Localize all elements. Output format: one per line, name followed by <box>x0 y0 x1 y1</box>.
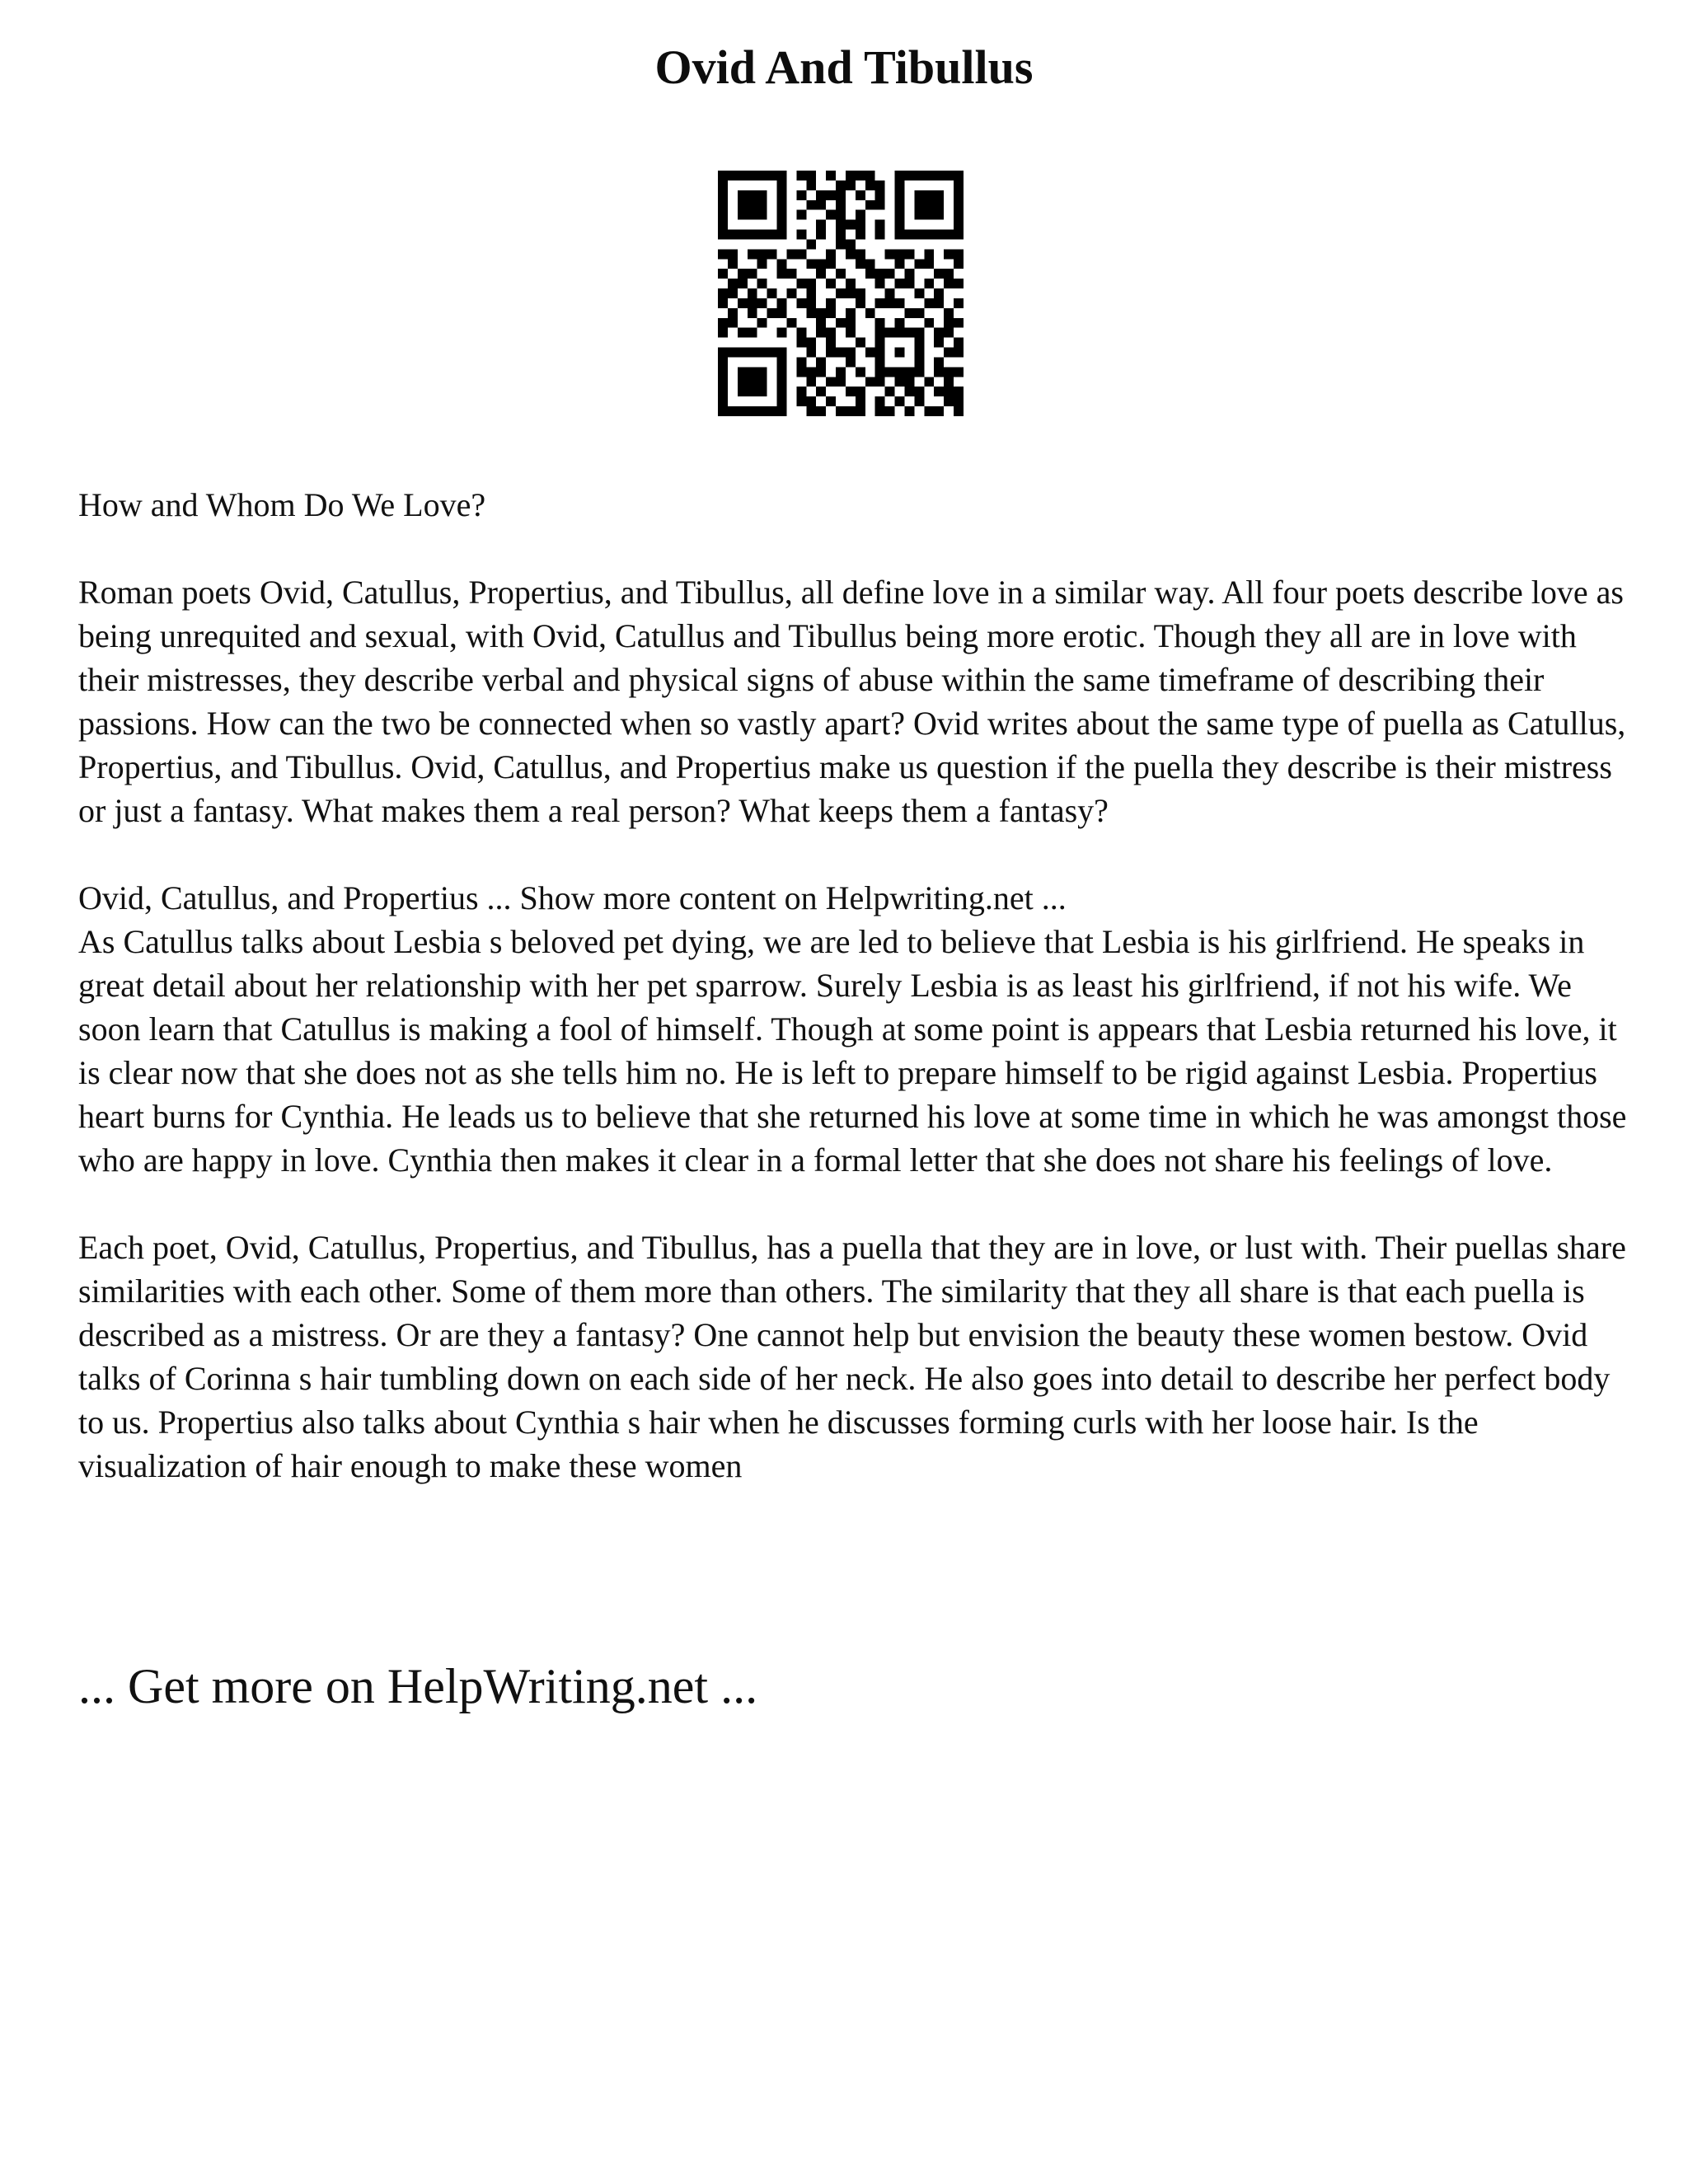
essay-question: How and Whom Do We Love? <box>78 486 486 523</box>
page-title: Ovid And Tibullus <box>654 40 1034 94</box>
puella-paragraph: Each poet, Ovid, Catullus, Propertius, and Tibullus, has a puella that they are in love, or lust with. Their puellas share similarities with each other. Some of them more than others. The similarity that they all share is that each puella is described as a mistress. Or are they a fantasy? One cannot help but envision the beauty these women bestow. Ovid talks of Corinna s hair tumbling down on each side of her neck. He also goes into detail to describe her perfect body to us. Propertius also talks about Cynthia s hair when he discusses forming curls with her loose hair. Is the visualization of hair enough to make these women <box>78 1229 1626 1484</box>
show-more-line: Ovid, Catullus, and Propertius ... Show more content on Helpwriting.net ... <box>78 879 1067 916</box>
intro-paragraph: Roman poets Ovid, Catullus, Propertius, and Tibullus, all define love in a similar way. All four poets describe love as being unrequited and sexual, with Ovid, Catullus and Tibullus being more erotic. Though they all are in love with their mistresses, they describe verbal and physical signs of abuse within the same timeframe of describing their passions. How can the two be connected when so vastly apart? Ovid writes about the same type of puella as Catullus, Propertius, and Tibullus. Ovid, Catullus, and Propertius make us question if the puella they describe is their mistress or just a fantasy. What makes them a real person? What keeps them a fantasy? <box>78 574 1626 829</box>
get-more-link[interactable]: ... Get more on HelpWriting.net ... <box>78 1659 758 1713</box>
document-body <box>78 483 1628 1531</box>
catullus-paragraph: As Catullus talks about Lesbia s beloved pet dying, we are led to believe that Lesbia is his girlfriend. He speaks in great detail about her relationship with her pet sparrow. Surely Lesbia is as least his girlfriend, if not his wife. We soon learn that Catullus is making a fool of himself. Though at some point is appears that Lesbia returned his love, it is clear now that she does not as she tells him no. He is left to prepare himself to be rigid against Lesbia. Propertius heart burns for Cynthia. He leads us to believe that she returned his love at some time in which he was amongst those who are happy in love. Cynthia then makes it clear in a formal letter that she does not share his feelings of love. <box>78 923 1627 1179</box>
qr-code-icon <box>718 171 964 416</box>
